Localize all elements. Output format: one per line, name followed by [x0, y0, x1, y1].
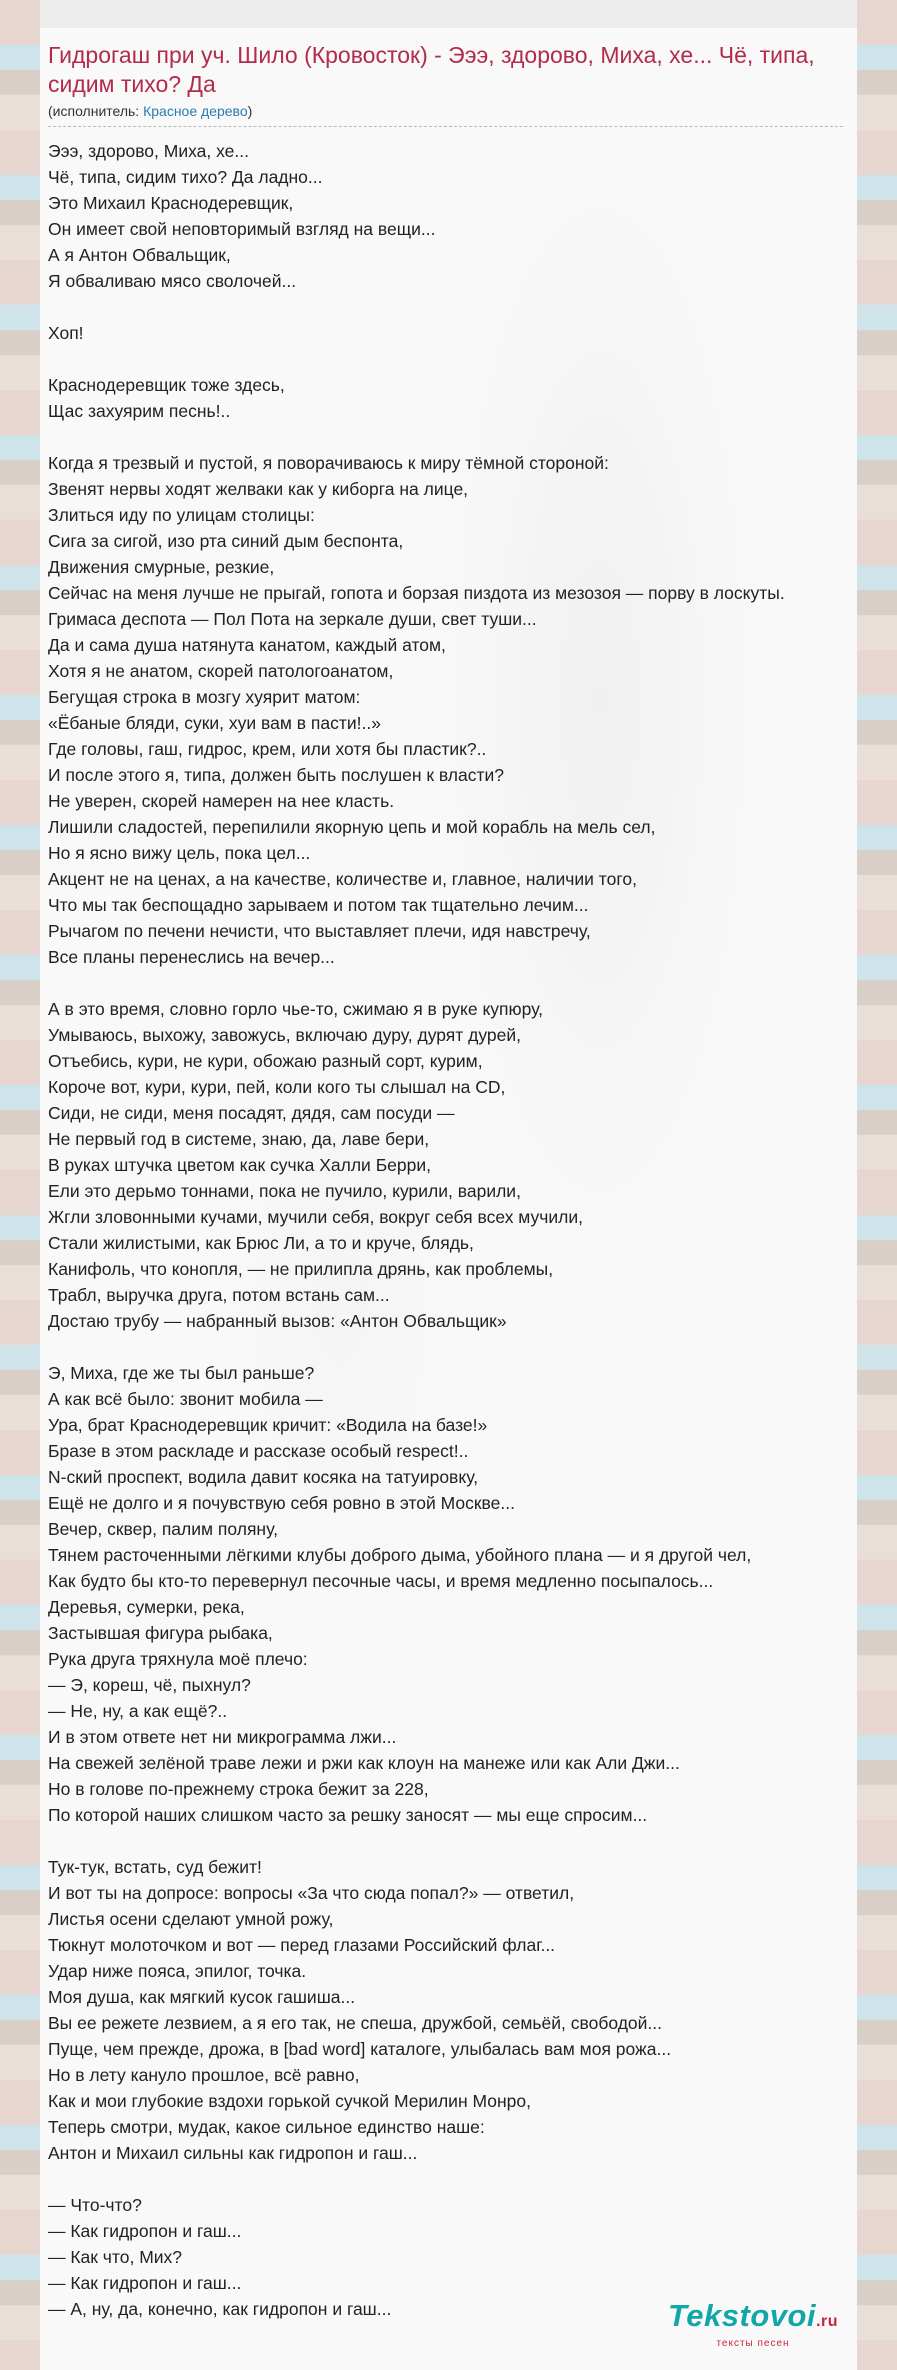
lyrics-line: Это Михаил Краснодеревщик, — [48, 193, 294, 213]
lyrics-line: — Как гидропон и гаш... — [48, 2273, 242, 2293]
lyrics-line: — Что-что? — [48, 2195, 142, 2215]
lyrics-line: И вот ты на допросе: вопросы «За что сюда попал?» — ответил, — [48, 1883, 575, 1903]
lyrics-line: Краснодеревщик тоже здесь, — [48, 375, 285, 395]
lyrics-line: Ура, брат Краснодеревщик кричит: «Водила на базе!» — [48, 1415, 488, 1435]
lyrics-line: Тюкнут молоточком и вот — перед глазами Российский флаг... — [48, 1935, 556, 1955]
lyrics-line: — А, ну, да, конечно, как гидропон и гаш... — [48, 2299, 392, 2319]
lyrics-verse — [48, 138, 897, 294]
lyrics-line: Не уверен, скорей намерен на нее класть. — [48, 791, 395, 811]
lyrics-line: Бегущая строка в мозгу хуярит матом: — [48, 687, 361, 707]
lyrics-card — [40, 28, 857, 2370]
lyrics-line: Как будто бы кто-то перевернул песочные часы, и время медленно посыпалось... — [48, 1571, 714, 1591]
lyrics-line: Вечер, сквер, палим поляну, — [48, 1519, 278, 1539]
lyrics-verse — [48, 450, 897, 970]
lyrics-line: Теперь смотри, мудак, какое сильное единство наше: — [48, 2117, 485, 2137]
lyrics-line: Ели это дерьмо тоннами, пока не пучило, курили, варили, — [48, 1181, 521, 1201]
lyrics-verse — [48, 320, 897, 346]
lyrics-line: Тянем расточенными лёгкими клубы доброго дыма, убойного плана — и я другой чел, — [48, 1545, 752, 1565]
lyrics-line: Моя душа, как мягкий кусок гашиша... — [48, 1987, 356, 2007]
lyrics-verse — [48, 1360, 897, 1828]
lyrics-line: Злиться иду по улицам столицы: — [48, 505, 315, 525]
lyrics-line: Чё, типа, сидим тихо? Да ладно... — [48, 167, 323, 187]
lyrics-line: Пуще, чем прежде, дрожа, в [bad word] каталоге, улыбалась вам моя рожа... — [48, 2039, 672, 2059]
lyrics-line: Листья осени сделают умной рожу, — [48, 1909, 334, 1929]
performer-prefix: (исполнитель: — [48, 103, 144, 119]
lyrics-line: Как и мои глубокие вздохи горькой сучкой Мерилин Монро, — [48, 2091, 531, 2111]
lyrics-line: Жгли зловонными кучами, мучили себя, вокруг себя всех мучили, — [48, 1207, 584, 1227]
lyrics-line: Эээ, здорово, Миха, хе... — [48, 141, 250, 161]
lyrics-line: Да и сама душа натянута канатом, каждый атом, — [48, 635, 446, 655]
lyrics-line: Достаю трубу — набранный вызов: «Антон Обвальщик» — [48, 1311, 507, 1331]
lyrics-line: Звенят нервы ходят желваки как у киборга на лице, — [48, 479, 469, 499]
lyrics-line: Рука друга тряхнула моё плечо: — [48, 1649, 308, 1669]
song-title: Гидрогаш при уч. Шило (Кровосток) - Эээ, здорово, Миха, хе... Чё, типа, сидим тихо? Да — [48, 42, 815, 97]
lyrics-line: Но я ясно вижу цель, пока цел... — [48, 843, 311, 863]
lyrics-line: Стали жилистыми, как Брюс Ли, а то и круче, блядь, — [48, 1233, 474, 1253]
logo-main-text: Tekstovoi — [667, 2298, 817, 2333]
performer-link[interactable]: Красное дерево — [143, 103, 248, 119]
lyrics-line: Тук-тук, встать, суд бежит! — [48, 1857, 262, 1877]
logo-tagline: тексты песен — [716, 2338, 790, 2349]
lyrics-line: И в этом ответе нет ни микрограмма лжи... — [48, 1727, 397, 1747]
lyrics-text — [48, 138, 897, 2348]
performer-line — [48, 102, 252, 120]
title-divider — [48, 126, 843, 127]
lyrics-line: Короче вот, кури, кури, пей, коли кого ты слышал на CD, — [48, 1077, 506, 1097]
lyrics-line: — Не, ну, а как ещё?.. — [48, 1701, 228, 1721]
lyrics-line: И после этого я, типа, должен быть послушен к власти? — [48, 765, 504, 785]
performer-suffix: ) — [247, 103, 253, 119]
lyrics-line: На свежей зелёной траве лежи и ржи как клоун на манеже или как Али Джи... — [48, 1753, 680, 1773]
lyrics-line: Я обваливаю мясо сволочей... — [48, 271, 297, 291]
lyrics-line: Бразе в этом раскладе и рассказе особый respect!.. — [48, 1441, 469, 1461]
logo-tld: .ru — [816, 2313, 838, 2330]
lyrics-line: Удар ниже пояса, эпилог, точка. — [48, 1961, 307, 1981]
lyrics-line: Умываюсь, выхожу, завожусь, включаю дуру, дурят дурей, — [48, 1025, 522, 1045]
lyrics-line: «Ёбаные бляди, суки, хуи вам в пасти!..» — [48, 713, 381, 733]
lyrics-line: Отъебись, кури, не кури, обожаю разный сорт, курим, — [48, 1051, 483, 1071]
lyrics-line: Канифоль, что конопля, — не прилипла дрянь, как проблемы, — [48, 1259, 554, 1279]
lyrics-line: Где головы, гаш, гидрос, крем, или хотя бы пластик?.. — [48, 739, 487, 759]
lyrics-line: А я Антон Обвальщик, — [48, 245, 231, 265]
lyrics-line: Но в лету кануло прошлое, всё равно, — [48, 2065, 360, 2085]
lyrics-line: Что мы так беспощадно зарываем и потом так тщательно лечим... — [48, 895, 589, 915]
lyrics-line: Движения смурные, резкие, — [48, 557, 275, 577]
lyrics-line: Лишили сладостей, перепилили якорную цепь и мой корабль на мель сел, — [48, 817, 656, 837]
lyrics-line: — Э, кореш, чё, пыхнул? — [48, 1675, 251, 1695]
lyrics-line: Хотя я не анатом, скорей патологоанатом, — [48, 661, 394, 681]
lyrics-line: А как всё было: звонит мобила — — [48, 1389, 323, 1409]
lyrics-line: Антон и Михаил сильны как гидропон и гаш... — [48, 2143, 418, 2163]
lyrics-line: Гримаса деспота — Пол Пота на зеркале души, свет туши... — [48, 609, 537, 629]
lyrics-line: Он имеет свой неповторимый взгляд на вещи... — [48, 219, 436, 239]
lyrics-verse — [48, 1854, 897, 2166]
lyrics-line: Когда я трезвый и пустой, я поворачиваюсь к миру тёмной стороной: — [48, 453, 609, 473]
lyrics-line: Сиди, не сиди, меня посадят, дядя, сам посуди — — [48, 1103, 455, 1123]
lyrics-line: А в это время, словно горло чье-то, сжимаю я в руке купюру, — [48, 999, 544, 1019]
lyrics-line: Щас захуярим песнь!.. — [48, 401, 231, 421]
lyrics-line: Сейчас на меня лучше не прыгай, гопота и борзая пиздота из мезозоя — порву в лоскуты. — [48, 583, 785, 603]
logo-wordmark — [623, 2298, 883, 2340]
lyrics-line: Но в голове по-прежнему строка бежит за 228, — [48, 1779, 429, 1799]
lyrics-line: Трабл, выручка друга, потом встань сам... — [48, 1285, 390, 1305]
lyrics-line: Деревья, сумерки, река, — [48, 1597, 245, 1617]
lyrics-line: В руках штучка цветом как сучка Халли Берри, — [48, 1155, 432, 1175]
lyrics-line: По которой наших слишком часто за решку заносят — мы еще спросим... — [48, 1805, 648, 1825]
lyrics-line: Застывшая фигура рыбака, — [48, 1623, 273, 1643]
lyrics-line: Не первый год в системе, знаю, да, лаве бери, — [48, 1129, 430, 1149]
lyrics-verse — [48, 996, 897, 1334]
lyrics-line: Хоп! — [48, 323, 84, 343]
lyrics-line: Э, Миха, где же ты был раньше? — [48, 1363, 315, 1383]
lyrics-line: Все планы перенеслись на вечер... — [48, 947, 335, 967]
lyrics-line: N-ский проспект, водила давит косяка на татуировку, — [48, 1467, 479, 1487]
site-logo[interactable] — [623, 2298, 883, 2354]
lyrics-line: Акцент не на ценах, а на качестве, количестве и, главное, наличии того, — [48, 869, 637, 889]
lyrics-line: Рычагом по печени нечисти, что выставляет плечи, идя навстречу, — [48, 921, 591, 941]
lyrics-verse — [48, 372, 897, 424]
lyrics-line: — Как гидропон и гаш... — [48, 2221, 242, 2241]
lyrics-line: — Как что, Мих? — [48, 2247, 183, 2267]
lyrics-line: Сига за сигой, изо рта синий дым беспонта, — [48, 531, 404, 551]
lyrics-line: Вы ее режете лезвием, а я его так, не спеша, дружбой, семьёй, свободой... — [48, 2013, 663, 2033]
lyrics-line: Ещё не долго и я почувствую себя ровно в этой Москве... — [48, 1493, 515, 1513]
